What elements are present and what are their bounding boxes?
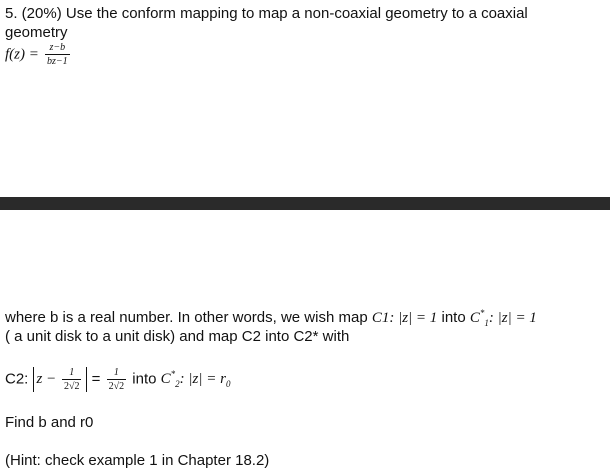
section-divider bbox=[0, 197, 610, 210]
c2-equation bbox=[5, 367, 230, 392]
function-numerator: z−b bbox=[45, 42, 70, 55]
c2-lhs-denominator: 2√2 bbox=[63, 381, 80, 392]
find-instruction: Find b and r0 bbox=[5, 414, 94, 431]
c2-rhs-numerator: 1 bbox=[107, 367, 127, 380]
body-line2: ( a unit disk to a unit disk) and map C2 into C2* with bbox=[5, 328, 350, 345]
c2-into-word: into bbox=[132, 370, 157, 388]
c1-star-equation: : |z| = 1 bbox=[488, 310, 537, 326]
c1-equation: C1: |z| = 1 bbox=[371, 310, 438, 326]
function-fraction bbox=[45, 42, 70, 67]
c2-lhs-numerator: 1 bbox=[62, 367, 82, 380]
body-line1-text: where b is a real number. In other words, we wish map bbox=[5, 309, 372, 326]
question-title-line2: geometry bbox=[5, 24, 68, 41]
question-title-line1: 5. (20%) Use the conform mapping to map a non-coaxial geometry to a coaxial bbox=[5, 5, 528, 22]
into-word: into bbox=[437, 309, 470, 326]
c2-star-label: $C^*_2$ bbox=[160, 369, 180, 390]
c2-z: z − bbox=[36, 370, 57, 387]
c2-rhs-denominator: 2√2 bbox=[108, 381, 125, 392]
c2-absolute-value bbox=[33, 367, 88, 392]
function-lhs: f(z) = bbox=[5, 46, 39, 63]
body-line1 bbox=[5, 310, 537, 326]
function-denominator: bz−1 bbox=[47, 56, 68, 67]
c1-star-label: $C^*_1$ bbox=[469, 308, 489, 328]
c2-label: C2: bbox=[5, 370, 29, 388]
hint-text: (Hint: check example 1 in Chapter 18.2) bbox=[5, 452, 270, 469]
c2-star-equation: : $|z| = r_0$ bbox=[179, 371, 231, 390]
c2-rhs-fraction bbox=[107, 367, 127, 392]
c2-lhs-fraction bbox=[62, 367, 82, 392]
mapping-function bbox=[5, 42, 72, 67]
c2-equals: = bbox=[91, 370, 101, 388]
